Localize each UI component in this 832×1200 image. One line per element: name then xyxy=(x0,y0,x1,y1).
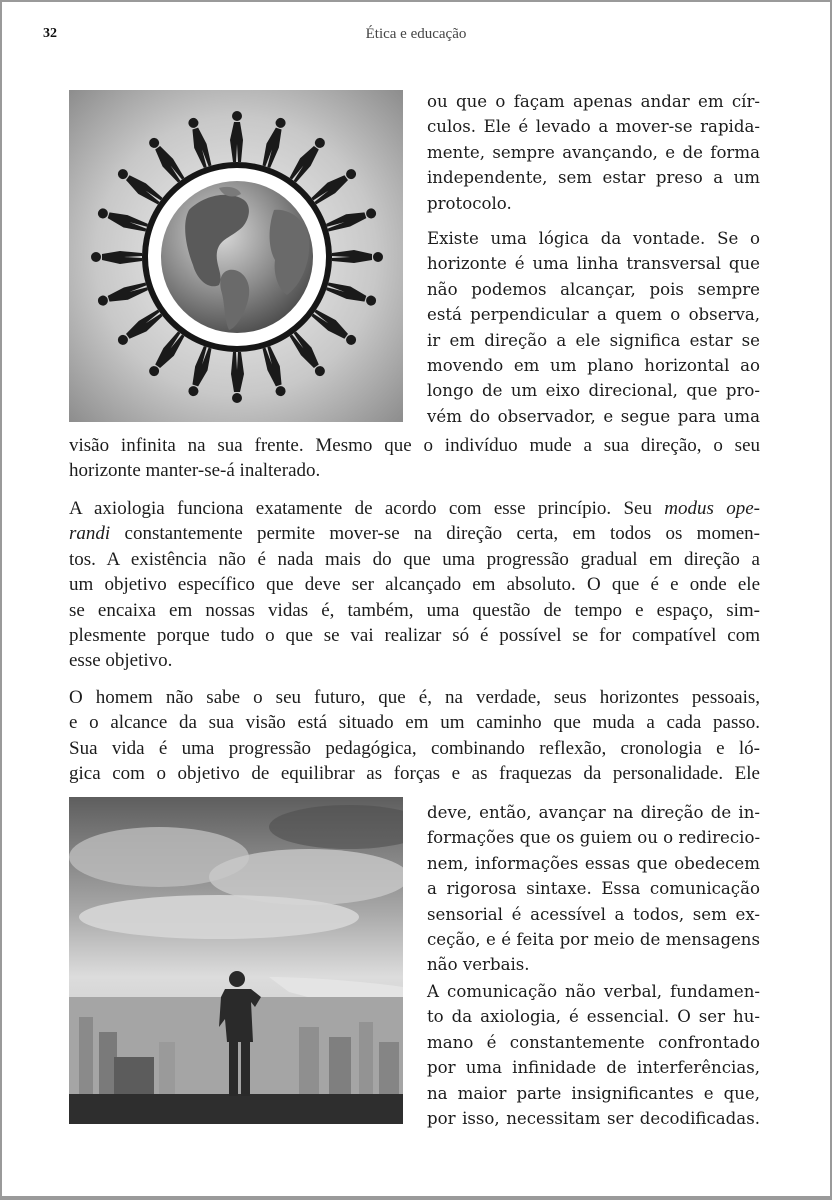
text-line: ou que o façam apenas andar em cír- xyxy=(427,92,760,111)
text-line: Existe uma lógica da vontade. Se o xyxy=(427,229,760,248)
text-line: tos. A existência não é nada mais do que uma progressão gradual em direção a xyxy=(69,548,760,570)
text-line: se encaixa em nossas vidas é, também, uma questão de tempo e espaço, sim- xyxy=(69,599,760,621)
text-run: A axiologia funciona exatamente de acordo com esse princípio. Seu xyxy=(69,498,665,519)
paragraph-4 xyxy=(69,685,760,787)
text-line: sensorial é acessível a todos, sem ex- xyxy=(427,904,760,924)
text-line: culos. Ele é levado a mover-se rapida- xyxy=(427,117,760,137)
globe-with-walking-people-icon xyxy=(69,90,403,422)
text-line: movendo em um plano horizontal ao xyxy=(427,355,760,375)
text-line: e o alcance da sua visão está situado em um caminho que muda a cada passo. xyxy=(69,712,760,734)
text-line: gica com o objetivo de equilibrar as forças e as fraquezas da personalidade. Ele xyxy=(69,763,760,785)
text-line: não verbais. xyxy=(427,955,530,975)
man-overlooking-city-icon xyxy=(69,797,403,1124)
text-line: ceção, e é feita por meio de mensagens xyxy=(427,929,760,949)
globe-figure xyxy=(69,90,403,422)
text-run: constantemente permite mover-se na direção certa, em todos os momen- xyxy=(110,523,760,545)
text-line: a rigorosa sintaxe. Essa comunicação xyxy=(427,879,760,899)
text-line: vém do observador, e segue para uma xyxy=(427,406,760,426)
italic-term: randi xyxy=(69,523,111,545)
text-line: O homem não sabe o seu futuro, que é, na verdade, seus horizontes pessoais, xyxy=(69,687,760,708)
text-line: está perpendicular a quem o observa, xyxy=(427,305,760,325)
text-line: to da axiologia, é essencial. O ser hu- xyxy=(427,1007,760,1027)
text-line xyxy=(69,496,760,521)
paragraph-2-continuation xyxy=(69,433,760,484)
text-line: independente, sem estar preso a um xyxy=(427,168,760,188)
text-line: por isso, necessitam ser decodificadas. xyxy=(427,1108,760,1128)
paragraph-3 xyxy=(69,496,760,674)
text-line: formações que os guiem ou o redirecio- xyxy=(427,828,761,848)
paragraph-5 xyxy=(427,979,760,1131)
text-line: horizonte é uma linha transversal que xyxy=(427,254,760,274)
text-line: protocolo. xyxy=(427,193,512,213)
paragraph-2 xyxy=(427,226,760,429)
text-line: mente, sempre avançando, e de forma xyxy=(427,142,760,162)
text-line xyxy=(69,521,760,546)
cloud xyxy=(79,895,359,939)
text-line: nem, informações essas que obedecem xyxy=(427,853,760,873)
book-page xyxy=(2,2,830,1196)
text-line: mano é constantemente confrontado xyxy=(427,1032,760,1052)
text-line: na maior parte insignificantes e que, xyxy=(427,1083,760,1103)
text-line: A comunicação não verbal, fundamen- xyxy=(427,982,760,1001)
city-figure xyxy=(69,797,403,1124)
italic-term: modus ope- xyxy=(664,498,760,519)
paragraph-1-continuation xyxy=(427,89,760,216)
running-header-title: Ética e educação xyxy=(365,26,467,42)
text-line: horizonte manter-se-á inalterado. xyxy=(69,460,321,482)
text-line: esse objetivo. xyxy=(69,650,173,672)
text-line: um objetivo específico que deve ser alcançado em absoluto. O que é e onde ele xyxy=(69,574,760,596)
ledge xyxy=(69,1094,403,1124)
text-line: Sua vida é uma progressão pedagógica, combinando reflexão, cronologia e ló- xyxy=(69,737,760,759)
text-line: não podemos alcançar, pois sempre xyxy=(427,279,760,299)
text-line: deve, então, avançar na direção de in- xyxy=(427,803,760,822)
text-line: visão infinita na sua frente. Mesmo que o indivíduo mude a sua direção, o seu xyxy=(69,435,760,456)
text-line: ir em direção a ele significa estar se xyxy=(427,330,760,350)
text-line: plesmente porque tudo o que se vai realizar só é possível se for compatível com xyxy=(69,624,760,646)
page-number: 32 xyxy=(43,26,57,41)
text-line: longo de um eixo direcional, que pro- xyxy=(427,381,760,401)
paragraph-4-continuation xyxy=(427,800,760,978)
text-line: por uma infinidade de interferências, xyxy=(427,1058,760,1078)
